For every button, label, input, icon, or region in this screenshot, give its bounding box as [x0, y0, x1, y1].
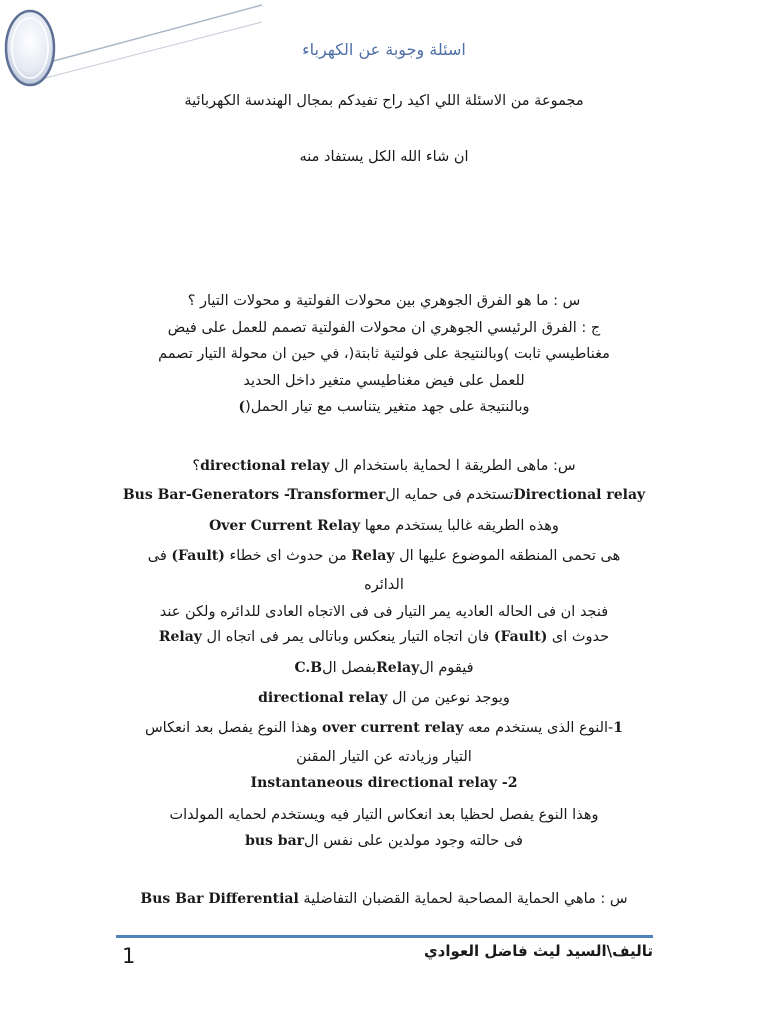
qa2-line-12: وهذا النوع يفصل لحظيا بعد انعكاس التيار فيه ويستخدم لحمايه المولدات	[169, 807, 599, 823]
qa2-line-1-text: تستخدم فى حمايه ال	[385, 487, 514, 503]
qa2-line-13-text: فى حالته وجود مولدين على نفس ال	[304, 833, 523, 849]
qa2-line-9-term: over current relay	[322, 720, 464, 736]
footer-author: تاليف\السيد ليث فاضل العوادي	[423, 942, 653, 960]
qa3-question-term: Bus Bar Differential	[140, 891, 299, 907]
intro-line-2: ان شاء الله الكل يستفاد منه	[299, 149, 469, 165]
qa2-line-6-b: فان اتجاه التيار ينعكس وباتالى يمر فى اتجاه ال	[201, 629, 494, 645]
qa2-question	[100, 455, 668, 477]
qa2-question-suffix: ؟	[192, 458, 201, 474]
qa2-line-2-term: Over Current Relay	[209, 518, 361, 534]
qa1-answer-line-4	[100, 396, 668, 418]
qa2-line-1-term-2: Bus Bar-Generators -Transformer	[122, 487, 386, 503]
qa1-answer-line-4-paren: )	[238, 399, 246, 415]
qa2-line-13-term: bus bar	[245, 833, 305, 849]
qa1-answer-line-1: ج : الفرق الرئيسي الجوهري ان محولات الفولتية تصمم للعمل على فيض	[167, 320, 601, 336]
qa2-line-11	[100, 772, 668, 794]
qa2-line-10: التيار وزيادته عن التيار المقنن	[296, 749, 472, 765]
qa2-line-8-term: directional relay	[258, 690, 388, 706]
qa3-question-text: س : ماهي الحماية المصاحبة لحماية القضبان التفاضلية	[298, 891, 628, 907]
qa2-line-9-b: وهذا النوع يفصل بعد انعكاس	[144, 720, 323, 736]
qa2-line-3-b: من حدوث اى خطاء	[224, 548, 352, 564]
qa2-line-2-text: وهذه الطريقه غالبا يستخدم معها	[360, 518, 559, 534]
page-number: 1	[122, 944, 136, 968]
qa1-answer-line-2: مغناطيسي ثابت )وبالنتيجة على فولتية ثابتة(، في حين ان محولة التيار تصمم	[158, 346, 610, 362]
qa2-line-7-term-1: Relay	[376, 660, 420, 676]
qa2-line-8	[100, 687, 668, 709]
qa2-line-7-a: فيقوم ال	[419, 660, 474, 676]
qa2-question-term: directional relay	[200, 458, 330, 474]
qa2-line-6	[100, 626, 668, 648]
qa2-line-4: الدائره	[364, 577, 404, 593]
qa1-answer-line-3: للعمل على فيض مغناطيسي متغير داخل الحديد	[243, 373, 525, 389]
qa2-line-7	[100, 657, 668, 679]
qa1-question: س : ما هو الفرق الجوهري بين محولات الفولتية و محولات التيار ؟	[187, 293, 581, 309]
qa2-line-6-term-2: Relay	[158, 629, 202, 645]
qa2-line-6-a: حدوث اى	[547, 629, 610, 645]
qa2-line-3	[100, 545, 668, 567]
qa2-line-9	[100, 717, 668, 739]
qa2-line-8-text: ويوجد نوعين من ال	[387, 690, 510, 706]
qa2-line-1-term-1: Directional relay	[513, 487, 646, 503]
qa2-line-7-term-2: C.B	[294, 660, 323, 676]
intro-line-1: مجموعة من الاسئلة اللي اكيد راح تفيدكم بمجال الهندسة الكهربائية	[184, 93, 584, 109]
qa2-line-2	[100, 515, 668, 537]
qa2-line-9-a: -النوع الذى يستخدم معه	[463, 720, 614, 736]
qa2-line-6-term-1: (Fault)	[493, 629, 548, 645]
footer-rule	[116, 935, 653, 938]
qa2-line-13	[100, 830, 668, 852]
qa2-line-9-number: 1	[613, 720, 623, 736]
qa2-line-3-c: فى	[147, 548, 172, 564]
qa2-line-1	[100, 484, 668, 506]
page-title: اسئلة وجوبة عن الكهرباء	[302, 40, 466, 59]
qa2-line-7-b: بفصل ال	[322, 660, 377, 676]
qa2-question-prefix: س: ماهى الطريقة ا لحماية باستخدام ال	[329, 458, 576, 474]
qa2-line-3-a: هى تحمى المنطقه الموضوع عليها ال	[394, 548, 621, 564]
qa2-line-3-term-1: Relay	[351, 548, 395, 564]
qa2-line-5: فنجد ان فى الحاله العاديه يمر التيار فى فى الاتجاه العادى للدائره ولكن عند	[159, 604, 609, 620]
qa1-answer-line-4-text: وبالنتيجة على جهد متغير يتناسب مع تيار الحمل(	[245, 399, 530, 415]
qa3-question	[100, 888, 668, 910]
qa2-line-3-term-2: (Fault)	[171, 548, 225, 564]
qa2-line-11-term: Instantaneous directional relay -2	[250, 775, 518, 791]
